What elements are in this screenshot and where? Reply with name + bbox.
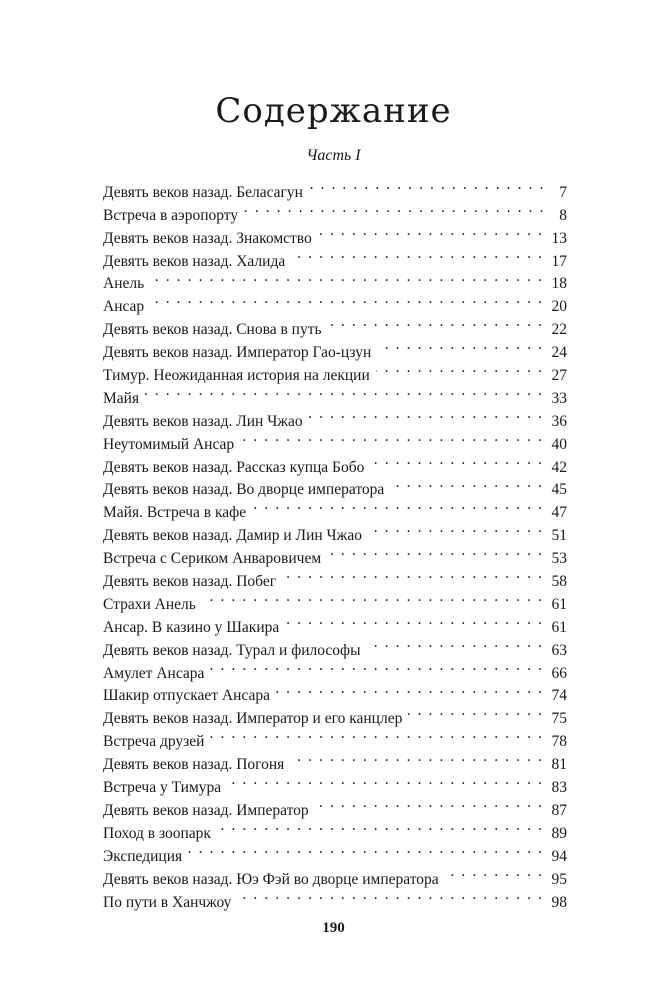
toc-entry-title: Девять веков назад. Дамир и Лин Чжао [103, 527, 362, 545]
dot-leader [150, 288, 543, 311]
toc-entry-page: 13 [551, 229, 567, 247]
toc-entry-title: Ансар. В казино у Шакира [103, 618, 280, 636]
toc-entry-title: Девять веков назад. Беласагун [103, 183, 303, 201]
dot-leader [252, 494, 543, 517]
toc-entry-page: 66 [551, 664, 567, 682]
dot-leader [370, 449, 543, 472]
toc-entry-page: 53 [551, 550, 567, 568]
toc-entry-page: 42 [551, 458, 567, 476]
toc-entry-title: Встреча друзей [103, 733, 205, 751]
toc-entry-title: Страхи Анель [103, 595, 196, 613]
toc-entry-page: 94 [551, 847, 567, 865]
dot-leader [376, 357, 544, 380]
dot-leader [282, 563, 543, 586]
dot-leader [285, 609, 543, 632]
toc-entry-page: 98 [551, 893, 567, 911]
dot-leader [202, 586, 544, 609]
dot-leader [408, 700, 543, 723]
toc-entry-title: Девять веков назад. Лин Чжао [103, 412, 303, 430]
toc-entry [103, 380, 567, 407]
toc-entry-page: 58 [551, 573, 567, 591]
toc-entry-page: 87 [551, 801, 567, 819]
toc-entry-page: 78 [551, 733, 567, 751]
dot-leader [368, 517, 544, 540]
dot-leader [315, 792, 544, 815]
page-title: Содержание [215, 90, 452, 131]
dot-leader [377, 334, 543, 357]
dot-leader [445, 861, 544, 884]
dot-leader [145, 380, 543, 403]
toc-entry-page: 61 [551, 595, 567, 613]
toc-entry-page: 95 [551, 870, 567, 888]
dot-leader [276, 678, 544, 701]
toc-entry-title: Экспедиция [103, 847, 183, 865]
dot-leader [217, 815, 544, 838]
toc-entry-page: 63 [551, 641, 567, 659]
toc-entry-title: Амулет Ансара [103, 664, 205, 682]
toc-entry-page: 27 [551, 367, 567, 385]
dot-leader [309, 174, 545, 197]
dot-leader [327, 540, 543, 563]
toc-entry-title: Встреча с Сериком Анваровичем [103, 550, 322, 568]
toc-entry-title: Девять веков назад. Побег [103, 573, 277, 591]
toc-entry-title: Девять веков назад. Во дворце императора [103, 481, 385, 499]
toc-entry-page: 75 [551, 710, 567, 728]
toc-entry-page: 61 [551, 618, 567, 636]
toc-entry-page: 47 [551, 504, 567, 522]
toc-entry-page: 51 [551, 527, 567, 545]
dot-leader [237, 884, 543, 907]
dot-leader [309, 403, 544, 426]
dot-leader [244, 197, 545, 220]
toc-entry-page: 83 [551, 779, 567, 797]
toc-entry-title: Девять веков назад. Погоня [103, 756, 285, 774]
dot-leader [290, 746, 543, 769]
toc-entry-title: Встреча у Тимура [103, 779, 222, 797]
dot-leader [188, 838, 543, 861]
toc-entry-title: Девять веков назад. Халида [103, 252, 286, 270]
dot-leader [390, 472, 543, 495]
dot-leader [328, 311, 544, 334]
toc-entry-title: Тимур. Неожиданная история на лекции [103, 367, 370, 385]
toc-entry-page: 22 [551, 321, 567, 339]
toc-entry-page: 36 [551, 412, 567, 430]
toc-entry-title: Майя. Встреча в кафе [103, 504, 247, 522]
toc-entry-title: Девять веков назад. Турал и философы [103, 641, 361, 659]
toc-entry-title: Шакир отпускает Ансара [103, 687, 270, 705]
toc-entry-page: 8 [559, 206, 567, 224]
toc-entry-title: Встреча в аэропорту [103, 206, 239, 224]
toc-entry-title: Ансар [103, 298, 145, 316]
toc-entry [103, 311, 567, 339]
toc-entry-page: 7 [559, 183, 567, 201]
dot-leader [210, 655, 543, 678]
part-heading: Часть I [306, 147, 361, 164]
toc-entry-title: Девять веков назад. Снова в путь [103, 321, 322, 339]
dot-leader [150, 266, 543, 289]
toc-entry-page: 81 [551, 756, 567, 774]
dot-leader [227, 769, 543, 792]
toc-entry-page: 45 [551, 481, 567, 499]
page-number: 190 [322, 920, 345, 936]
table-of-contents [103, 174, 567, 911]
toc-entry-title: Майя [103, 389, 140, 407]
toc-entry-title: Девять веков назад. Император [103, 801, 309, 819]
toc-entry-title: По пути в Ханчжоу [103, 893, 232, 911]
toc-entry-page: 17 [551, 252, 567, 270]
dot-leader [210, 723, 543, 746]
dot-leader [240, 426, 543, 449]
dot-leader [367, 632, 544, 655]
toc-entry-title: Анель [103, 275, 145, 293]
toc-entry-title: Девять веков назад. Император и его канцлер [103, 710, 403, 728]
toc-entry [103, 174, 567, 201]
toc-entry-title: Девять веков назад. Император Гао-цзун [103, 344, 372, 362]
toc-entry-page: 40 [551, 435, 567, 453]
toc-entry-page: 18 [551, 275, 567, 293]
toc-entry-title: Девять веков назад. Знакомство [103, 229, 312, 247]
toc-entry-page: 24 [551, 344, 567, 362]
toc-entry-title: Неутомимый Ансар [103, 435, 235, 453]
toc-entry-page: 33 [551, 389, 567, 407]
toc-entry-page: 74 [551, 687, 567, 705]
toc-entry [103, 403, 567, 430]
toc-entry-title: Девять веков назад. Рассказ купца Бобо [103, 458, 365, 476]
toc-entry-page: 89 [551, 824, 567, 842]
toc-entry [103, 288, 567, 316]
toc-entry-title: Девять веков назад. Юэ Фэй во дворце императора [103, 870, 439, 888]
toc-entry-title: Поход в зоопарк [103, 824, 211, 842]
toc-entry-page: 20 [551, 298, 567, 316]
dot-leader [318, 220, 544, 243]
toc-entry [103, 266, 567, 293]
dot-leader [291, 243, 543, 266]
